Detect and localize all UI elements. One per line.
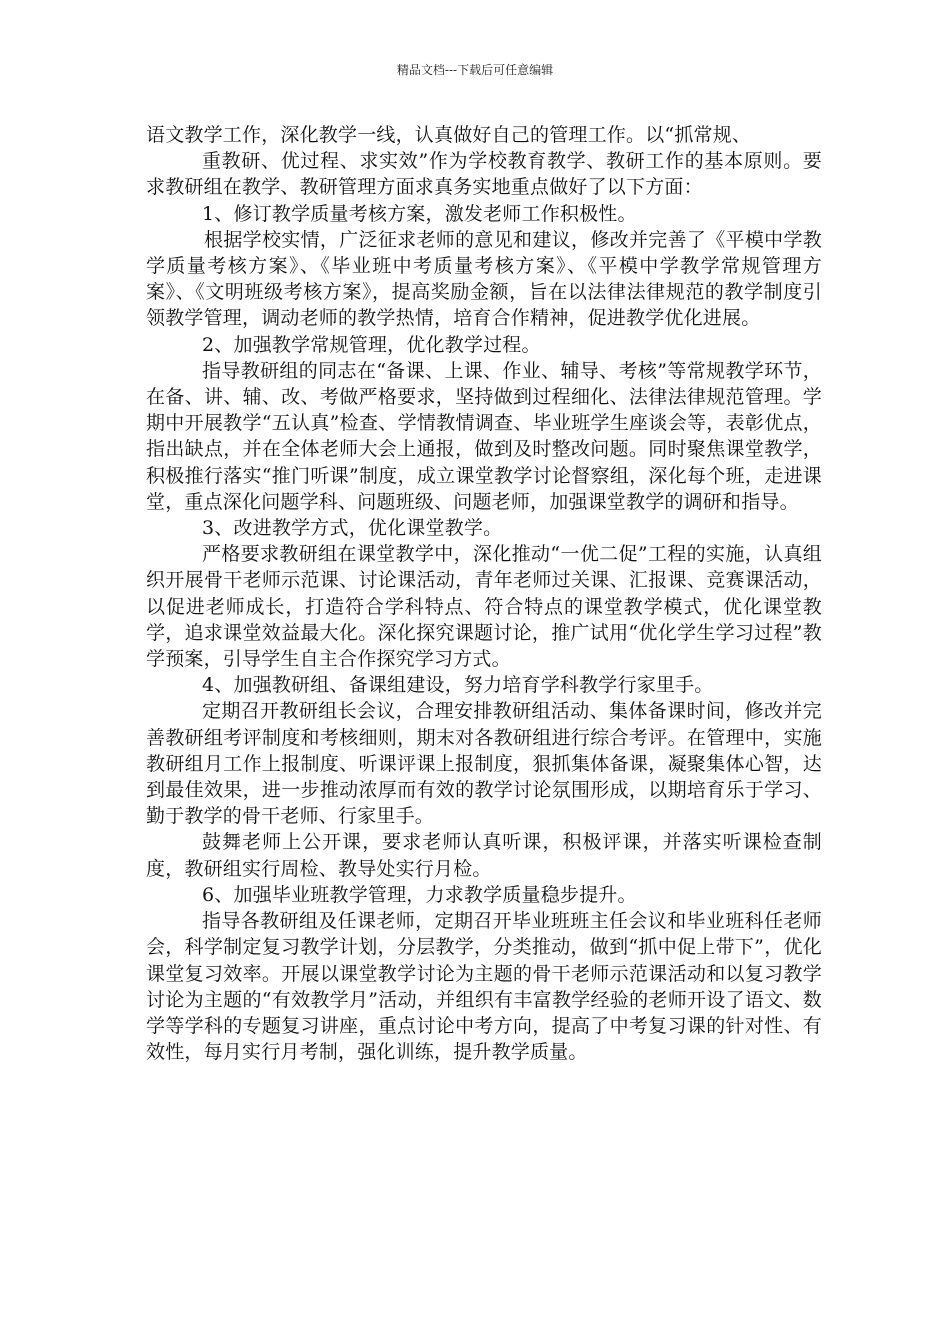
paragraph-item-4: 定期召开教研组长会议，合理安排教研组活动、集体备课时间，修改并完善教研组考评制度和考核细则，期末对各教研组进行综合考评。在管理中，实施教研组月工作上报制度、听课评课上报制度，狠抓集体备课，凝聚集体心智，达到最佳效果，进一步推动浓厚而有效的教学讨论氛围形成，以期培育乐于学习、勤于教学的骨干老师、行家里手。	[146, 700, 822, 828]
paragraph-item-1: 根据学校实情，广泛征求老师的意见和建议，修改并完善了《平模中学教学质量考核方案》、《毕业班中考质量考核方案》、《平模中学教学常规管理方案》、《文明班级考核方案》，提高奖励金额，旨在以法律法律规范的教学制度引领教学管理，调动老师的教学热情，培育合作精神，促进教学优化进展。	[146, 228, 822, 330]
paragraph-item-3: 严格要求教研组在课堂教学中，深化推动“一优二促”工程的实施，认真组织开展骨干老师示范课、讨论课活动，青年老师过关课、汇报课、竞赛课活动，以促进老师成长，打造符合学科特点、符合特点的课堂教学模式，优化课堂教学，追求课堂效益最大化。深化探究课题讨论，推广试用“优化学生学习过程”教学预案，引导学生自主合作探究学习方式。	[146, 543, 822, 671]
paragraph-intro: 语文教学工作，深化教学一线，认真做好自己的管理工作。以“抓常规、	[146, 124, 752, 146]
heading-item-1: 1、修订教学质量考核方案，激发老师工作积极性。	[202, 202, 637, 225]
paragraph-principles: 重教研、优过程、求实效”作为学校教育教学、教研工作的基本原则。要求教研组在教学、教研管理方面求真务实地重点做好了以下方面：	[146, 150, 822, 199]
paragraph-item-6: 指导各教研组及任课老师，定期召开毕业班班主任会议和毕业班科任老师会，科学制定复习教学计划，分层教学，分类推动，做到“抓中促上带下”，优化课堂复习效率。开展以课堂教学讨论为主题的骨干老师示范课活动和以复习教学讨论为主题的“有效教学月”活动，并组织有丰富教学经验的老师开设了语文、数学等学科的专题复习讲座，重点讨论中考方向，提高了中考复习课的针对性、有效性，每月实行月考制，强化训练，提升教学质量。	[146, 910, 822, 1064]
document-body	[146, 122, 822, 1065]
heading-item-3: 3、改进教学方式，优化课堂教学。	[202, 517, 503, 540]
heading-item-2: 2、加强教学常规管理，优化教学过程。	[202, 333, 541, 356]
paragraph-item-2: 指导教研组的同志在“备课、上课、作业、辅导、考核”等常规教学环节，在备、讲、辅、改、考做严格要求，坚持做到过程细化、法律法律规范管理。学期中开展教学“五认真”检查、学情教情调查、毕业班学生座谈会等，表彰优点，指出缺点，并在全体老师大会上通报，做到及时整改问题。同时聚焦课堂教学，积极推行落实“推门听课”制度，成立课堂教学讨论督察组，深化每个班，走进课堂，重点深化问题学科、问题班级、问题老师，加强课堂教学的调研和指导。	[146, 359, 822, 513]
paragraph-item-5: 鼓舞老师上公开课，要求老师认真听课，积极评课，并落实听课检查制度，教研组实行周检、教导处实行月检。	[146, 831, 822, 880]
heading-item-6: 6、加强毕业班教学管理，力求教学质量稳步提升。	[202, 883, 637, 906]
heading-item-4: 4、加强教研组、备课组建设，努力培育学科教学行家里手。	[202, 674, 714, 697]
page-header: 精品文档---下载后可任意编辑	[396, 63, 554, 77]
